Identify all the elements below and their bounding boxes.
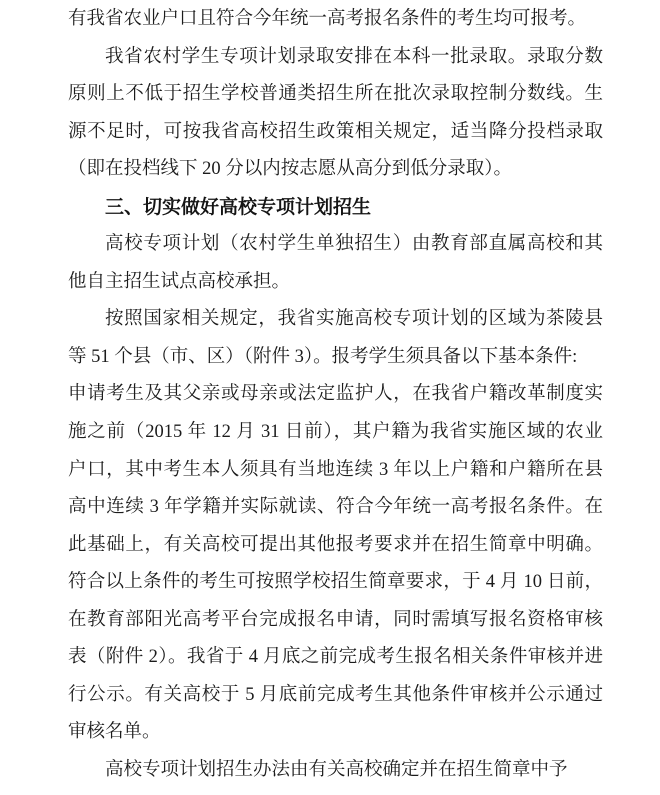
paragraph-line: 符合以上条件的考生可按照学校招生简章要求，于 4 月 10 日前， bbox=[68, 572, 603, 593]
paragraph-line: 高校专项计划招生办法由有关高校确定并在招生简章中予 bbox=[105, 759, 568, 780]
paragraph-line: 户口，其中考生本人须具有当地连续 3 年以上户籍和户籍所在县 bbox=[68, 459, 603, 480]
paragraph-line: 等 51 个县（市、区）（附件 3）。报考学生须具备以下基本条件: bbox=[68, 346, 578, 367]
paragraph-line: 源不足时，可按我省高校招生政策相关规定，适当降分投档录取 bbox=[68, 121, 603, 142]
paragraph-line: 有我省农业户口且符合今年统一高考报名条件的考生均可报考。 bbox=[68, 9, 587, 29]
paragraph-line: 行公示。有关高校于 5 月底前完成考生其他条件审核并公示通过 bbox=[68, 684, 603, 705]
paragraph-line: 施之前（2015 年 12 月 31 日前），其户籍为我省实施区域的农业 bbox=[68, 422, 603, 443]
paragraph-line: 按照国家相关规定，我省实施高校专项计划的区域为茶陵县 bbox=[105, 309, 603, 330]
paragraph-line: 高校专项计划（农村学生单独招生）由教育部直属高校和其 bbox=[105, 234, 603, 255]
paragraph-line: （即在投档线下 20 分以内按志愿从高分到低分录取）。 bbox=[68, 159, 513, 180]
section-heading: 三、切实做好高校专项计划招生 bbox=[105, 196, 372, 218]
paragraph-line: 审核名单。 bbox=[68, 722, 161, 743]
paragraph-line: 此基础上，有关高校可提出其他报考要求并在招生简章中明确。 bbox=[68, 534, 603, 555]
paragraph-line: 我省农村学生专项计划录取安排在本科一批录取。录取分数 bbox=[105, 46, 603, 67]
paragraph-line: 在教育部阳光高考平台完成报名申请，同时需填写报名资格审核 bbox=[68, 609, 603, 630]
paragraph-line: 表（附件 2）。我省于 4 月底之前完成考生报名相关条件审核并进 bbox=[68, 647, 603, 668]
paragraph-line: 原则上不低于招生学校普通类招生所在批次录取控制分数线。生 bbox=[68, 84, 603, 105]
paragraph-line: 他自主招生试点高校承担。 bbox=[68, 271, 291, 292]
paragraph-line: 申请考生及其父亲或母亲或法定监护人，在我省户籍改革制度实 bbox=[68, 384, 603, 405]
paragraph-line: 高中连续 3 年学籍并实际就读、符合今年统一高考报名条件。在 bbox=[68, 497, 603, 518]
